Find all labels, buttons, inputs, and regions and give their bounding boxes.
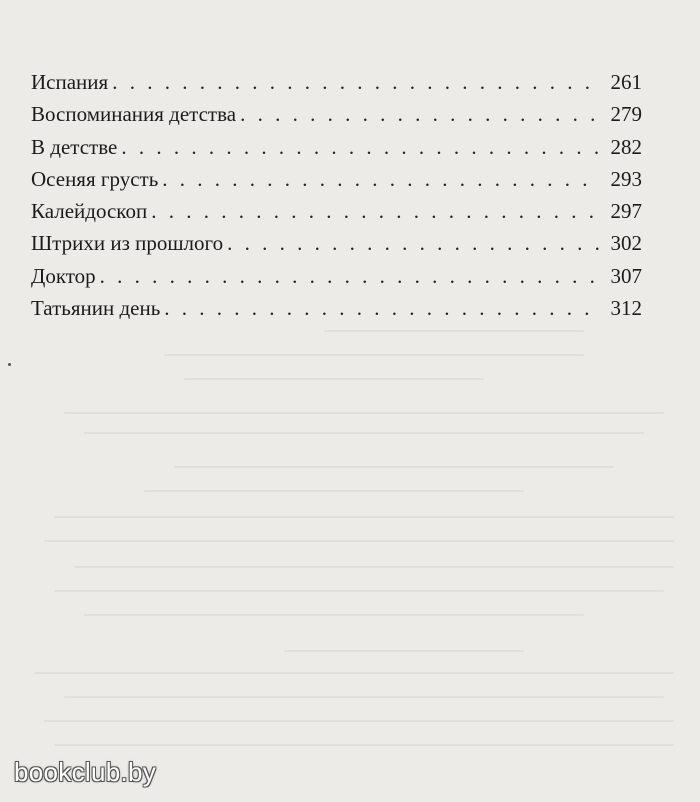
toc-entry-autumn-sadness[interactable] <box>31 163 642 195</box>
toc-leader-dots <box>121 131 600 163</box>
toc-leader-dots <box>227 227 600 259</box>
toc-entry-title: Штрихи из прошлого <box>31 231 224 256</box>
toc-leader-dots <box>162 163 600 195</box>
toc-entry-childhood-memories[interactable] <box>31 98 642 130</box>
toc-entry-doctor[interactable] <box>31 260 642 292</box>
table-of-contents <box>31 66 642 324</box>
show-through-texture <box>24 320 676 742</box>
toc-entry-page: 307 <box>610 263 642 288</box>
toc-entry-title: Калейдоскоп <box>31 199 148 224</box>
toc-entry-title: Испания <box>31 70 109 94</box>
toc-leader-dots <box>164 292 600 324</box>
toc-entry-strokes-from-past[interactable] <box>31 227 642 259</box>
toc-entry-title: Доктор <box>31 263 96 288</box>
toc-entry-kaleidoscope[interactable] <box>31 195 642 227</box>
toc-entry-page: 302 <box>610 231 642 256</box>
toc-entry-title: Осеняя грусть <box>31 166 159 191</box>
toc-leader-dots <box>112 66 600 98</box>
toc-entry-spain[interactable] <box>31 66 642 98</box>
toc-entry-page: 282 <box>610 134 642 159</box>
toc-entry-in-childhood[interactable] <box>31 131 642 163</box>
toc-entry-title: Воспоминания детства <box>31 102 237 127</box>
toc-entry-title: Татьянин день <box>31 296 161 321</box>
toc-entry-tatyanas-day[interactable] <box>31 292 642 324</box>
toc-entry-page: 279 <box>610 102 642 127</box>
toc-entry-title: В детстве <box>31 134 118 159</box>
toc-entry-page: 297 <box>610 199 642 224</box>
toc-leader-dots <box>151 195 600 227</box>
paper-speck <box>8 363 11 366</box>
toc-entry-page: 261 <box>610 70 642 94</box>
toc-leader-dots <box>100 260 600 292</box>
toc-leader-dots <box>240 98 600 130</box>
toc-entry-page: 293 <box>610 166 642 191</box>
watermark-logo: bookclub.by <box>14 757 157 787</box>
toc-entry-page: 312 <box>610 296 642 321</box>
